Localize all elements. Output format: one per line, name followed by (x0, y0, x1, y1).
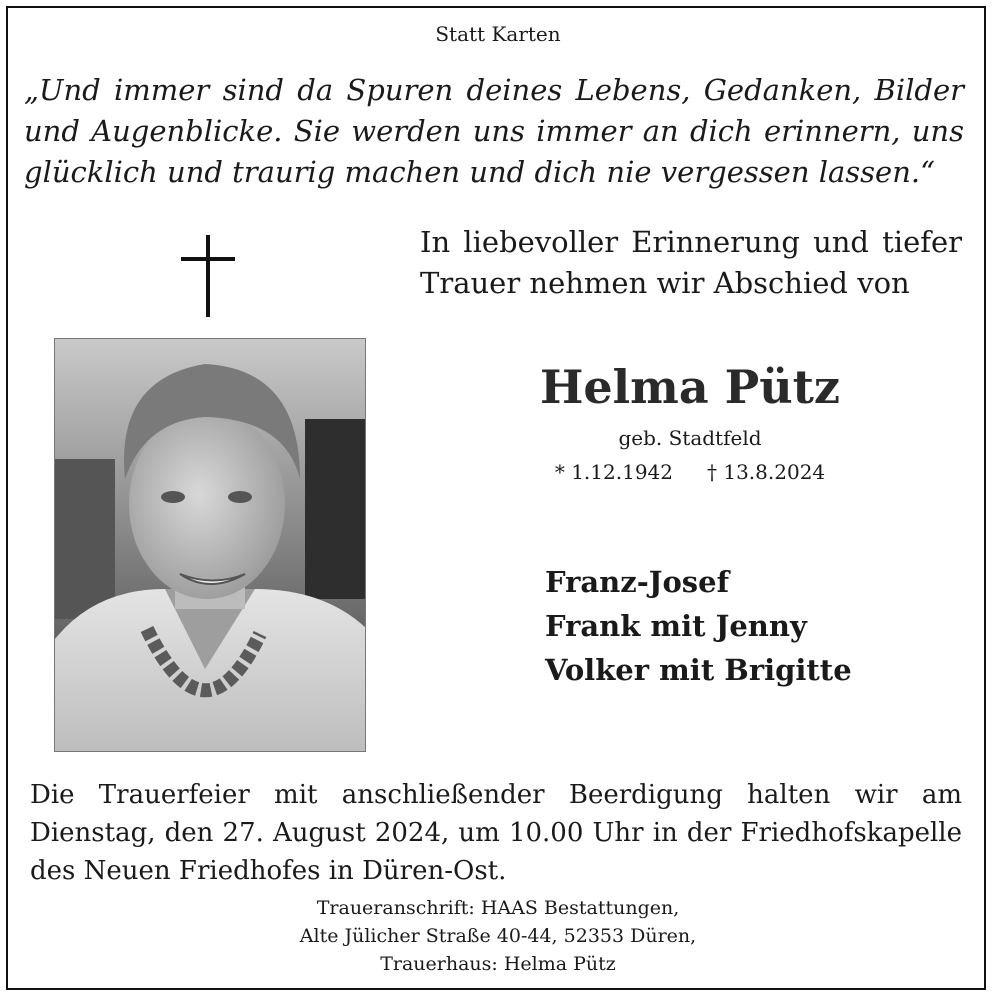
service-details: Die Trauerfeier mit anschließender Beerdigung halten wir am Dienstag, den 27. August 2024, um 10.00 Uhr in der Friedhofskapelle des Neuen Friedhofes in Düren-Ost. (30, 780, 962, 886)
address-line: Traueranschrift: HAAS Bestattungen, (316, 897, 680, 919)
family-list (545, 560, 852, 692)
memorial-quote: „Und immer sind da Spuren deines Lebens, Gedanken, Bilder und Augenblicke. Sie werden uns immer an dich erinnern, uns glücklich und traurig machen und dich nie vergessen lassen.“ (24, 73, 964, 189)
birth-name: geb. Stadtfeld (618, 426, 762, 450)
address-line: Alte Jülicher Straße 40-44, 52353 Düren, (299, 925, 697, 947)
death-date: † 13.8.2024 (707, 460, 826, 484)
portrait-image (55, 339, 366, 752)
birth-date: * 1.12.1942 (554, 460, 673, 484)
cross-icon (181, 235, 235, 317)
address-line: Trauerhaus: Helma Pütz (380, 953, 616, 975)
deceased-name: Helma Pütz (539, 360, 841, 414)
family-member: Frank mit Jenny (545, 609, 807, 643)
family-member: Franz-Josef (545, 565, 730, 599)
header-text: Statt Karten (435, 22, 561, 46)
life-dates (470, 460, 910, 484)
family-member: Volker mit Brigitte (545, 653, 852, 687)
portrait-photo (54, 338, 366, 752)
mourning-address (0, 894, 996, 978)
intro-text: In liebevoller Erinnerung und tiefer Trauer nehmen wir Abschied von (420, 225, 962, 300)
